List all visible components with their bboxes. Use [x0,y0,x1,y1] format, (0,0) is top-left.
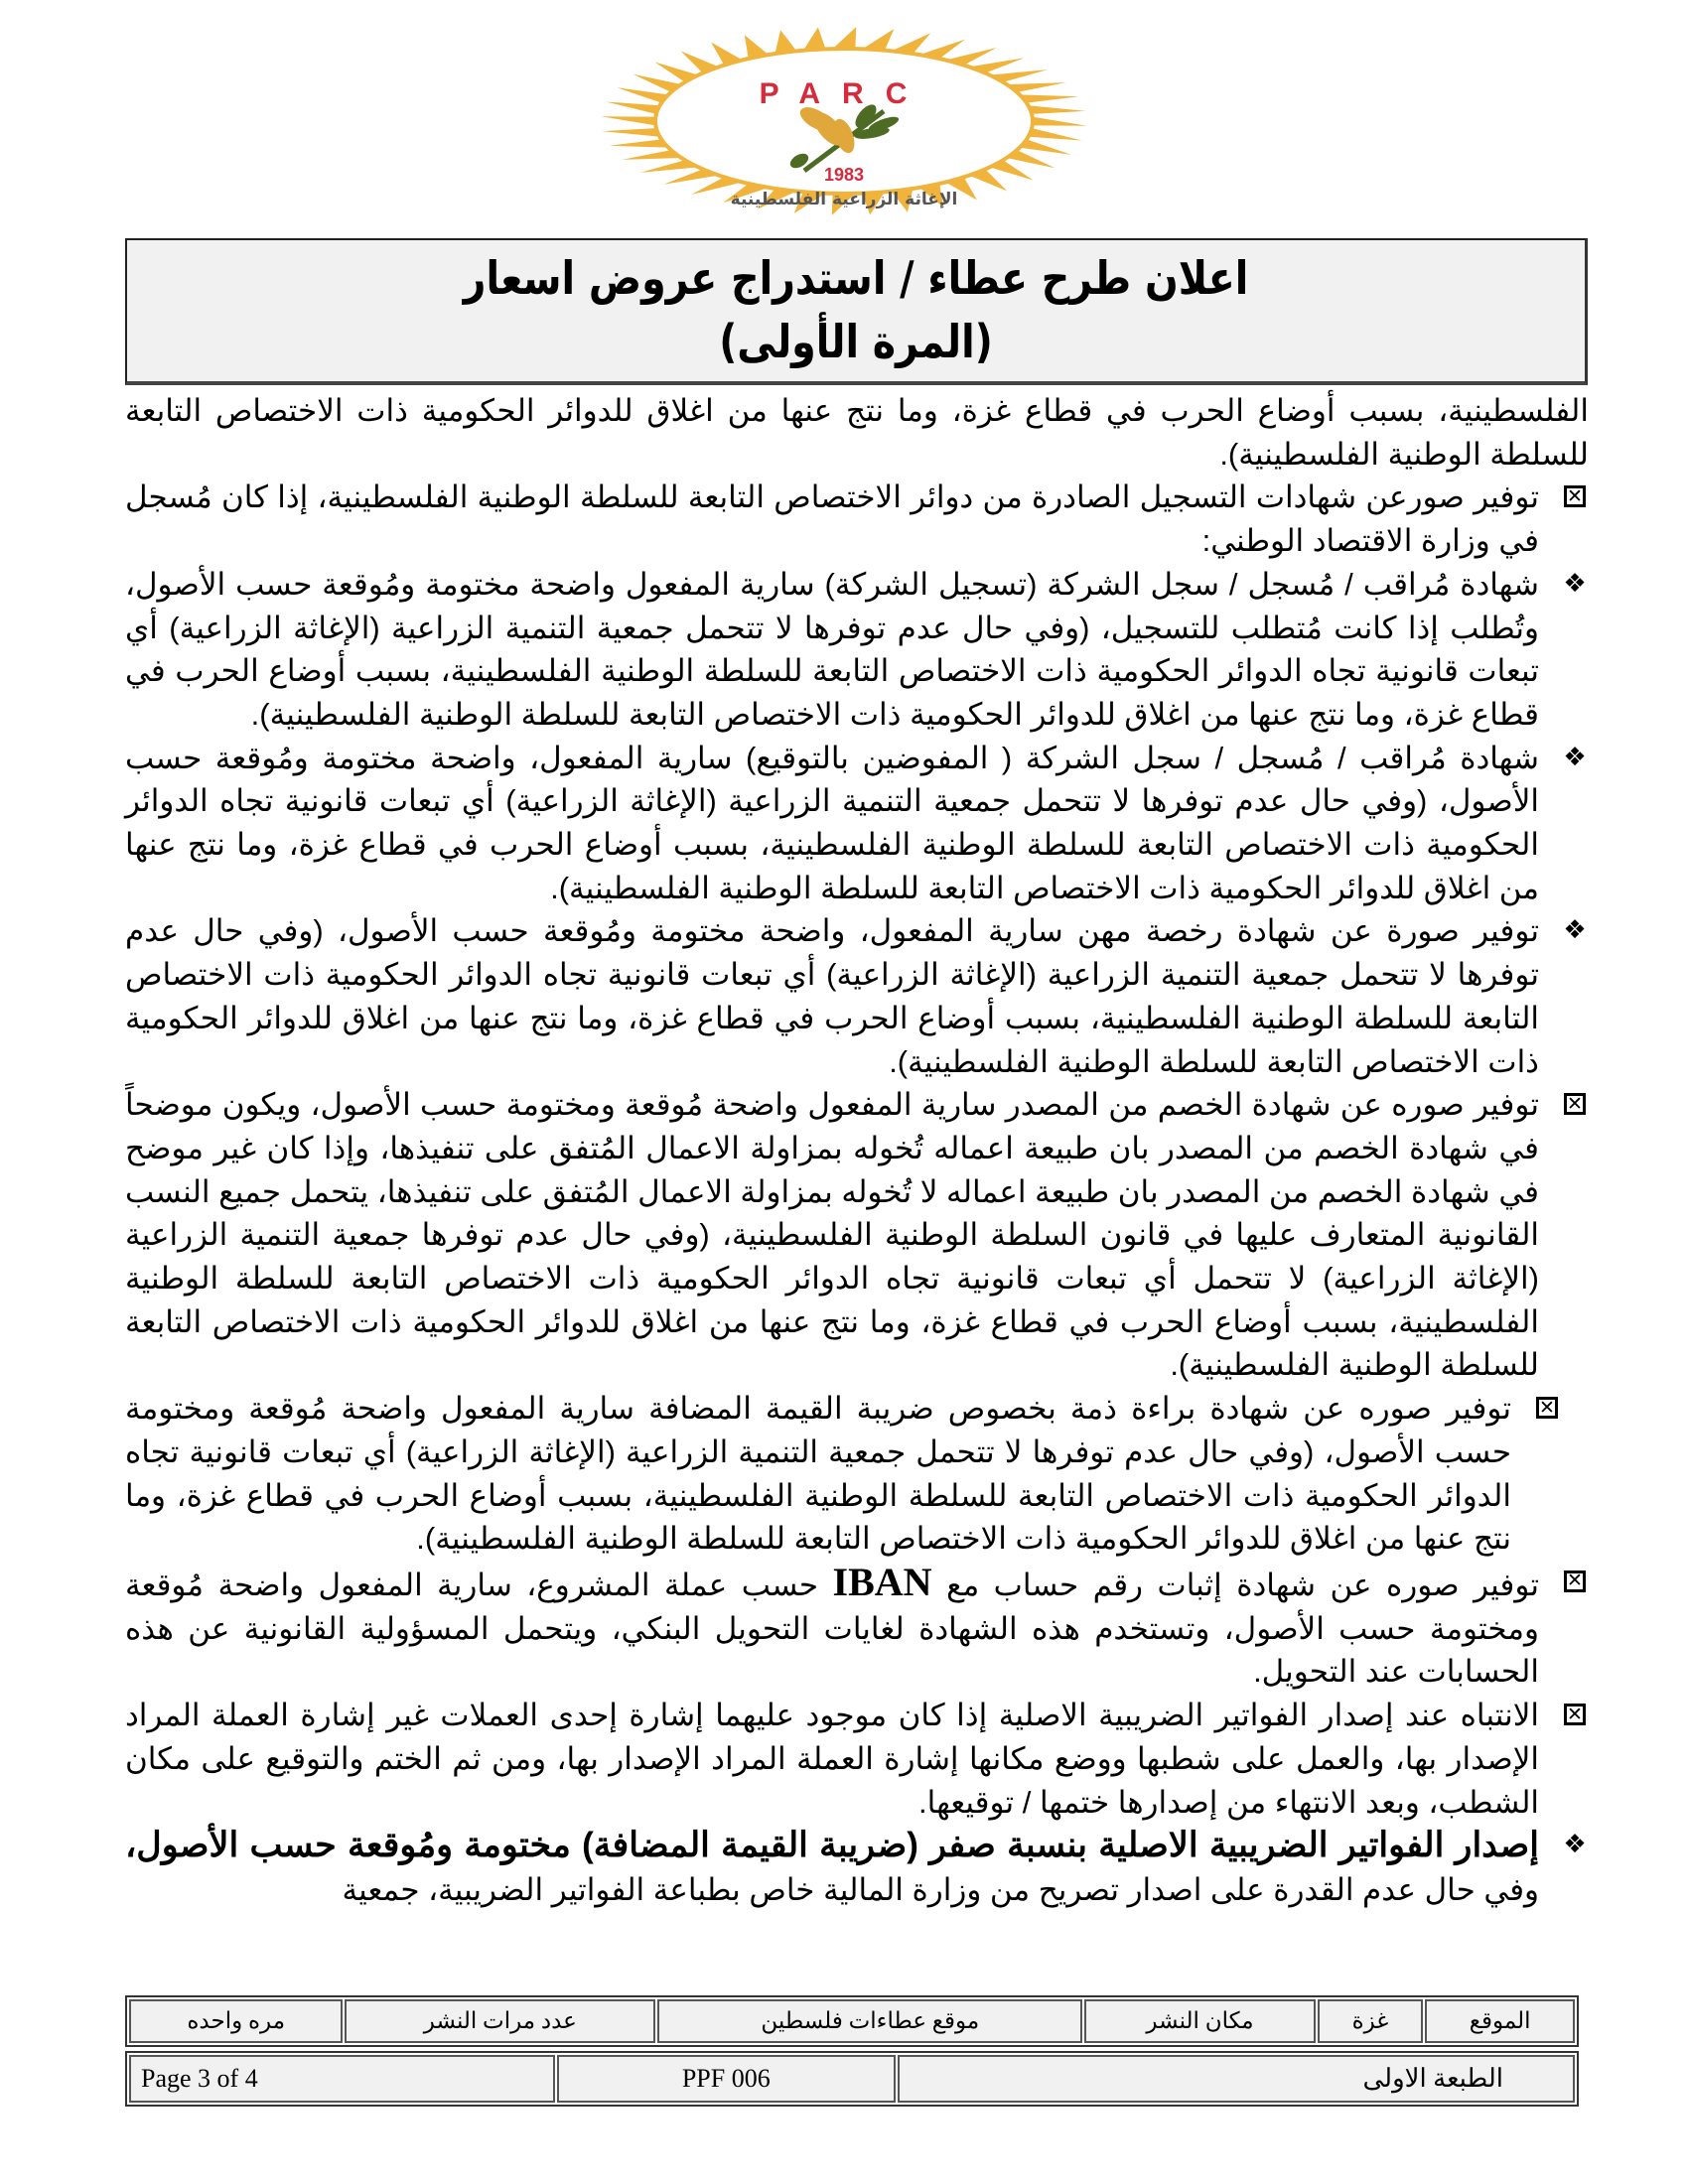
list-item [125,737,1589,910]
list-item [125,476,1589,562]
list-item-text: توفير صورعن شهادات التسجيل الصادرة من دوائر الاختصاص التابعة للسلطة الوطنية الفلسطينية، إذا كان مُسجل في وزارة الاقتصاد الوطني: [125,479,1539,559]
footer-page-number: Page 3 of 4 [129,2055,555,2103]
list-item-text: الانتباه عند إصدار الفواتير الضريبية الاصلية إذا كان موجود عليهما إشارة إحدى العملات غير إشارة العملة المراد الإصدار بها، والعمل على شطبها ووضع مكانها إشارة العملة المراد الإصدار بها، ومن ثم الختم والتوقيع على مكان الشطب، وبعد الانتهاء من إصدارها ختمها / توقيعها. [125,1698,1539,1820]
list-item [125,563,1589,737]
diamond-bullet-icon: ❖ [1563,1830,1587,1860]
list-item [125,1561,1589,1694]
list-item-text: توفير صوره عن شهادة الخصم من المصدر سارية المفعول واضحة مُوقعة ومختومة حسب الأصول، ويكون موضحاً في شهادة الخصم من المصدر بان طبيعة اعماله تُخوله بمزاولة الاعمال المُتفق على تنفيذها، وإذا كان غير موضح في شهادة الخصم من المصدر بان طبيعة اعماله لا تُخوله بمزاولة الاعمال المُتفق على تنفيذها، يتحمل جميع النسب القانونية المتعارف عليها في قانون السلطة الوطنية الفلسطينية، (وفي حال عدم توفرها جمعية التنمية الزراعية (الإغاثة الزراعية) لا تتحمل أي تبعات قانونية تجاه الدوائر الحكومية ذات الاختصاص التابعة للسلطة الوطنية الفلسطينية، بسبب أوضاع الحرب في قطاع غزة، وما نتج عنها من اغلاق للدوائر الحكومية ذات الاختصاص التابعة للسلطة الوطنية الفلسطينية). [125,1087,1539,1383]
list-item-text: توفير صورة عن شهادة رخصة مهن سارية المفعول، واضحة مختومة ومُوقعة حسب الأصول، (وفي حال عدم توفرها لا تتحمل جمعية التنمية الزراعية (الإغاثة الزراعية) أي تبعات قانونية تجاه الدوائر الحكومية ذات الاختصاص التابعة للسلطة الوطنية الفلسطينية، بسبب أوضاع الحرب في قطاع غزة، وما نتج عنها من اغلاق للدوائر الحكومية ذات الاختصاص التابعة للسلطة الوطنية الفلسطينية). [125,913,1539,1079]
footer-cell-publish-count-value: مره واحده [129,1999,343,2043]
sun-ray [833,27,857,49]
iban-emphasis: IBAN [832,1559,932,1604]
list-item [125,1694,1589,1824]
list-item-text: شهادة مُراقب / مُسجل / سجل الشركة ( المفوضين بالتوقيع) سارية المفعول، واضحة مختومة ومُوقعة حسب الأصول، (وفي حال عدم توفرها لا تتحمل جمعية التنمية الزراعية (الإغاثة الزراعية) أي تبعات قانونية تجاه الدوائر الحكومية ذات الاختصاص التابعة للسلطة الوطنية الفلسطينية، بسبب أوضاع الحرب في قطاع غزة، وما نتج عنها من اغلاق للدوائر الحكومية ذات الاختصاص التابعة للسلطة الوطنية الفلسطينية). [125,740,1539,905]
footer-edition: الطبعة الاولى [898,2055,1575,2103]
footer-form-code: PPF 006 [557,2055,896,2103]
sun-ray [862,29,894,51]
continuation-text: وفي حال عدم القدرة على اصدار تصريح من وزارة المالية خاص بطباعة الفواتير الضريبية، جمعية [342,1871,1539,1907]
list-item [125,909,1589,1083]
title-box [125,238,1588,385]
table-row [129,1999,1575,2043]
checkbox-x-icon: ✕ [1561,482,1589,510]
list-item-text: شهادة مُراقب / مُسجل / سجل الشركة (تسجيل الشركة) سارية المفعول واضحة مختومة ومُوقعة حسب الأصول، وتُطلب إذا كانت مُتطلب للتسجيل، (وفي حال عدم توفرها لا تتحمل جمعية التنمية الزراعية (الإغاثة الزراعية) أي تبعات قانونية تجاه الدوائر الحكومية ذات الاختصاص التابعة للسلطة الوطنية الفلسطينية، بسبب أوضاع الحرب في قطاع غزة، وما نتج عنها من اغلاق للدوائر الحكومية ذات الاختصاص التابعة للسلطة الوطنية الفلسطينية). [125,566,1539,732]
checkbox-x-icon: ✕ [1533,1394,1561,1422]
iban-text-before: توفير صوره عن شهادة إثبات رقم حساب مع [946,1567,1540,1602]
list-item-text: توفير صوره عن شهادة براءة ذمة بخصوص ضريبة القيمة المضافة سارية المفعول واضحة مُوقعة ومختومة حسب الأصول، (وفي حال عدم توفرها لا تتحمل جمعية التنمية الزراعية (الإغاثة الزراعية) أي تبعات قانونية تجاه الدوائر الحكومية ذات الاختصاص التابعة للسلطة الوطنية الفلسطينية، بسبب أوضاع الحرب في قطاع غزة، وما نتج عنها من اغلاق للدوائر الحكومية ذات الاختصاص التابعة للسلطة الوطنية الفلسطينية). [125,1391,1511,1557]
footer-document-info-table [125,2051,1579,2107]
sun-ray [1029,105,1086,114]
footer-cell-location-value: غزة [1318,1999,1424,2043]
sun-ray [1020,94,1079,102]
footer-publication-table [125,1995,1579,2047]
page-title: اعلان طرح عطاء / استدراج عروض اسعار [463,251,1249,305]
sun-ray [606,101,659,113]
checkbox-x-icon: ✕ [1561,1701,1589,1728]
paragraph-text: الفلسطينية، بسبب أوضاع الحرب في قطاع غزة، وما نتج عنها من اغلاق للدوائر الحكومية ذات الاختصاص التابعة للسلطة الوطنية الفلسطينية). [125,393,1589,472]
logo-year: 1983 [823,165,865,185]
checkbox-x-icon: ✕ [1561,1568,1589,1595]
list-item [125,1387,1589,1561]
sun-logo-icon [556,22,1132,220]
list-item-text [125,1824,1539,1911]
checkbox-x-icon: ✕ [1561,1090,1589,1118]
paragraph [125,389,1589,476]
list-item [125,1824,1589,1911]
iban-text-after: حسب عملة المشروع، سارية المفعول واضحة مُوقعة ومختومة حسب الأصول، وتستخدم هذه الشهادة لغايات التحويل البنكي، ويتحمل المسؤولية القانونية عن هذه الحسابات عند التحويل. [125,1567,1539,1690]
diamond-bullet-icon: ❖ [1563,568,1587,599]
list-item-text [125,1561,1539,1694]
sun-ray [803,28,826,51]
sun-ray [601,116,655,125]
sun-ray [602,128,659,137]
footer-cell-publish-count-label: عدد مرات النشر [345,1999,655,2043]
logo-arabic-name: الإغاثة الزراعية الفلسطينية [730,190,958,209]
logo-letters: PARC [759,77,929,110]
sun-ray [1029,128,1082,140]
diamond-bullet-icon: ❖ [1563,742,1587,772]
footer-cell-publish-place-label: مكان النشر [1084,1999,1315,2043]
diamond-bullet-icon: ❖ [1563,915,1587,946]
sun-ray [609,139,668,147]
document-body [125,389,1589,1912]
page-subtitle: (المرة الأولى) [719,315,993,368]
footer-cell-publish-place-value: موقع عطاءات فلسطين [657,1999,1082,2043]
bold-lead-text: إصدار الفواتير الضريبية الاصلية بنسبة صفر (ضريبة القيمة المضافة) مختومة ومُوقعة حسب الأصول، [125,1826,1539,1865]
parc-logo [556,22,1132,220]
footer-cell-location-label: الموقع [1425,1999,1575,2043]
list-item [125,1083,1589,1387]
sun-ray [1033,117,1087,126]
table-row [129,2055,1575,2103]
